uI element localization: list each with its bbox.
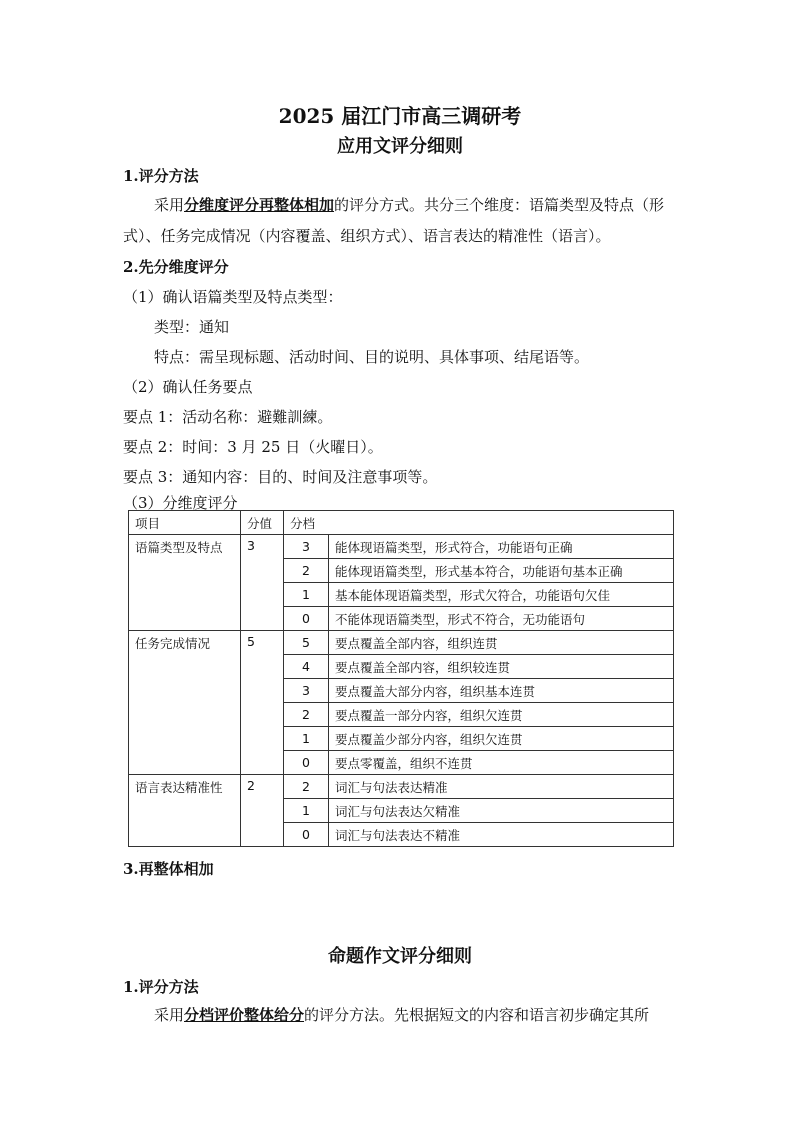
rubric-item: 语篇类型及特点 xyxy=(129,535,241,631)
part2-line1-pre: 采用 xyxy=(154,1006,185,1024)
rubric-level: 0 xyxy=(284,751,329,775)
part2-title: 命题作文评分细则 xyxy=(328,946,472,967)
table-row xyxy=(129,535,674,559)
rubric-level: 1 xyxy=(284,727,329,751)
table-row xyxy=(129,775,674,799)
rubric-score: 2 xyxy=(241,775,284,847)
section1-line1 xyxy=(154,194,664,215)
section3-heading: 3.再整体相加 xyxy=(123,860,214,878)
rubric-description: 要点覆盖全部内容，组织连贯 xyxy=(329,631,674,655)
document-subtitle: 应用文评分细则 xyxy=(337,136,463,157)
section1-line1-emphasis: 分维度评分再整体相加 xyxy=(184,196,335,214)
rubric-level: 1 xyxy=(284,583,329,607)
rubric-level: 2 xyxy=(284,703,329,727)
section1-line2: 式）、任务完成情况（内容覆盖、组织方式）、语言表达的精准性（语言）。 xyxy=(123,227,611,245)
section1-line1-pre: 采用 xyxy=(154,196,185,214)
part2-line1 xyxy=(154,1004,649,1025)
rubric-description: 要点覆盖少部分内容，组织欠连贯 xyxy=(329,727,674,751)
rubric-table-body xyxy=(129,511,674,847)
header-level: 分档 xyxy=(284,511,674,535)
rubric-description: 不能体现语篇类型，形式不符合，无功能语句 xyxy=(329,607,674,631)
header-score: 分值 xyxy=(241,511,284,535)
feature-line: 特点：需呈现标题、活动时间、目的说明、具体事项、结尾语等。 xyxy=(154,348,590,366)
rubric-description: 要点零覆盖，组织不连贯 xyxy=(329,751,674,775)
rubric-level: 3 xyxy=(284,535,329,559)
rubric-description: 词汇与句法表达欠精准 xyxy=(329,799,674,823)
rubric-table xyxy=(128,510,674,847)
rubric-item: 任务完成情况 xyxy=(129,631,241,775)
header-item: 项目 xyxy=(129,511,241,535)
point-1: 要点 1：活动名称：避難訓練。 xyxy=(123,408,333,426)
table-row xyxy=(129,631,674,655)
rubric-level: 2 xyxy=(284,775,329,799)
rubric-item: 语言表达精准性 xyxy=(129,775,241,847)
part2-line1-post: 的评分方法。先根据短文的内容和语言初步确定其所 xyxy=(304,1006,650,1024)
point-2: 要点 2：时间：3 月 25 日（火曜日）。 xyxy=(123,438,383,456)
rubric-description: 基本能体现语篇类型，形式欠符合，功能语句欠佳 xyxy=(329,583,674,607)
rubric-level: 5 xyxy=(284,631,329,655)
rubric-level: 2 xyxy=(284,559,329,583)
part2-line1-emphasis: 分档评价整体给分 xyxy=(184,1006,305,1024)
subsection-2: （2）确认任务要点 xyxy=(123,378,253,396)
rubric-score: 3 xyxy=(241,535,284,631)
rubric-score: 5 xyxy=(241,631,284,775)
section1-heading: 1.评分方法 xyxy=(123,167,199,185)
rubric-level: 4 xyxy=(284,655,329,679)
part2-heading: 1.评分方法 xyxy=(123,978,199,996)
subsection-1: （1）确认语篇类型及特点类型： xyxy=(123,288,343,306)
rubric-description: 要点覆盖大部分内容，组织基本连贯 xyxy=(329,679,674,703)
rubric-level: 0 xyxy=(284,607,329,631)
table-header-row xyxy=(129,511,674,535)
rubric-level: 3 xyxy=(284,679,329,703)
rubric-description: 能体现语篇类型，形式符合，功能语句正确 xyxy=(329,535,674,559)
section2-heading: 2.先分维度评分 xyxy=(123,258,229,276)
subsection-3: （3）分维度评分 xyxy=(123,494,238,512)
point-3: 要点 3：通知内容：目的、时间及注意事项等。 xyxy=(123,468,438,486)
rubric-description: 能体现语篇类型，形式基本符合，功能语句基本正确 xyxy=(329,559,674,583)
document-title: 2025 届江门市高三调研考 xyxy=(278,104,522,128)
rubric-description: 要点覆盖全部内容，组织较连贯 xyxy=(329,655,674,679)
rubric-level: 0 xyxy=(284,823,329,847)
rubric-level: 1 xyxy=(284,799,329,823)
type-line: 类型：通知 xyxy=(154,318,230,336)
section1-line1-post: 的评分方式。共分三个维度：语篇类型及特点（形 xyxy=(334,196,665,214)
rubric-description: 词汇与句法表达精准 xyxy=(329,775,674,799)
rubric-description: 要点覆盖一部分内容，组织欠连贯 xyxy=(329,703,674,727)
rubric-description: 词汇与句法表达不精准 xyxy=(329,823,674,847)
